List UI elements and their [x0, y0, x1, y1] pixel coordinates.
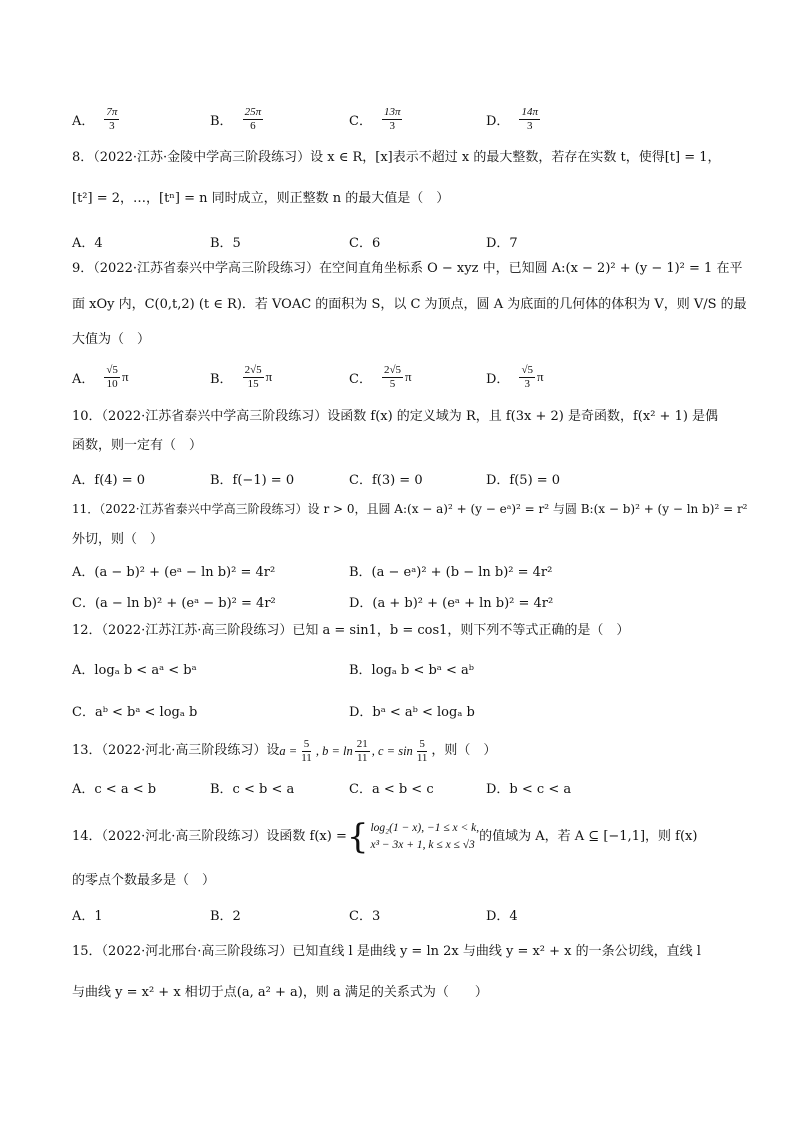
q14-stem-line2: 的零点个数最多是（ ） [72, 873, 216, 888]
q11-option-b[interactable]: B．(a − eᵃ)² + (b − ln b)² = 4r² [349, 564, 553, 580]
q8-stem-line1: 8．（2022·江苏·金陵中学高三阶段练习）设 x ∈ R，[x]表示不超过 x 的最大整数，若存在实数 t，使得[t] = 1， [72, 150, 721, 165]
q10-stem-line2: 函数，则一定有（ ） [72, 438, 203, 453]
q8-option-d[interactable]: D．7 [486, 235, 518, 251]
q14-piecewise-function: { log₂(1 − x), −1 ≤ x < k, x³ − 3x + 1, k ≤ x ≤ √3 [346, 817, 480, 857]
q14-option-c[interactable]: C．3 [349, 908, 381, 924]
q13-fraction-b: $\frac{21}{11}$ [356, 737, 368, 764]
q11-stem-line1: 11．（2022·江苏省泰兴中学高三阶段练习）设 r > 0，且圆 A:(x − a)² + (y − eᵃ)² = r² 与圆 B:(x − b)² + (y − ln b)² = r² [72, 502, 748, 516]
q11-option-d[interactable]: D．(a + b)² + (eᵃ + ln b)² = 4r² [349, 595, 554, 611]
q14-option-a[interactable]: A．1 [72, 908, 103, 924]
q10-option-c[interactable]: C．f(3) = 0 [349, 472, 423, 488]
q12-option-d[interactable]: D．bᵃ < aᵇ < logₐ b [349, 704, 475, 720]
q11-option-a[interactable]: A．(a − b)² + (eᵃ − ln b)² = 4r² [72, 564, 276, 580]
q12-options-row2 [72, 693, 732, 727]
q11-stem-line2: 外切，则（ ） [72, 532, 164, 547]
q9-option-a[interactable]: A． $\frac{√5}{10}$ π [72, 363, 129, 390]
q13-option-a[interactable]: A．c < a < b [72, 781, 157, 797]
q13-stem-line1: 13．（2022·河北·高三阶段练习）设 a = $\frac{5}{11}$ , b = ln $\frac{21}{11}$ , c = sin $\frac{5}{11}$ ，则（ ） [72, 737, 497, 764]
q8-option-b[interactable]: B．5 [210, 235, 241, 251]
q11-option-c[interactable]: C．(a − ln b)² + (eᵃ − b)² = 4r² [72, 595, 276, 611]
q9-option-d[interactable]: D． $\frac{√5}{3}$ π [486, 363, 544, 390]
q8-option-a[interactable]: A．4 [72, 235, 103, 251]
q7-option-d[interactable]: D． $\frac{14\pi}{3}$ [486, 105, 538, 132]
q10-option-b[interactable]: B．f(−1) = 0 [210, 472, 295, 488]
q12-stem-line1: 12．（2022·江苏江苏·高三阶段练习）已知 a = sin1，b = cos1，则下列不等式正确的是（ ） [72, 623, 630, 638]
q8-stem-line2: [t²] = 2，…，[tⁿ] = n 同时成立，则正整数 n 的最大值是（ ） [72, 191, 450, 206]
q9-option-c[interactable]: C． $\frac{2√5}{5}$ π [349, 363, 412, 390]
q9-stem-line3: 大值为（ ） [72, 332, 151, 347]
q14-stem-line1: 14．（2022·河北·高三阶段练习）设函数 f(x) = { log₂(1 − x), −1 ≤ x < k, x³ − 3x + 1, k ≤ x ≤ √3 的值域为 A，若 A ⊆ [−1,1]，则 f(x) [72, 817, 698, 857]
left-brace-icon: { [346, 817, 369, 857]
q10-options [72, 461, 732, 495]
q8-option-c[interactable]: C．6 [349, 235, 381, 251]
q7-option-c[interactable]: C． $\frac{13\pi}{3}$ [349, 105, 401, 132]
q13-option-d[interactable]: D．b < c < a [486, 781, 572, 797]
q14-option-b[interactable]: B．2 [210, 908, 241, 924]
q13-fraction-c: $\frac{5}{11}$ [416, 737, 428, 764]
q15-stem-line1: 15．（2022·河北邢台·高三阶段练习）已知直线 l 是曲线 y = ln 2x 与曲线 y = x² + x 的一条公切线，直线 l [72, 944, 701, 959]
q9-options [72, 360, 732, 394]
q11-options-row2 [72, 584, 732, 618]
q7-options [72, 102, 732, 136]
q9-option-b[interactable]: B． $\frac{2√5}{15}$ π [210, 363, 273, 390]
q13-option-b[interactable]: B．c < b < a [210, 781, 295, 797]
q14-options [72, 897, 732, 931]
q10-stem-line1: 10．（2022·江苏省泰兴中学高三阶段练习）设函数 f(x) 的定义域为 R，且 f(3x + 2) 是奇函数，f(x² + 1) 是偶 [72, 409, 719, 424]
q10-option-d[interactable]: D．f(5) = 0 [486, 472, 561, 488]
q15-stem-line2: 与曲线 y = x² + x 相切于点(a, a² + a)，则 a 满足的关系式为（ ） [72, 985, 488, 1000]
q12-option-c[interactable]: C．aᵇ < bᵃ < logₐ b [72, 704, 198, 720]
q12-option-a[interactable]: A．logₐ b < aᵃ < bᵃ [72, 662, 197, 678]
q14-option-d[interactable]: D．4 [486, 908, 518, 924]
q13-option-c[interactable]: C．a < b < c [349, 781, 434, 797]
q9-stem-line1: 9．（2022·江苏省泰兴中学高三阶段练习）在空间直角坐标系 O − xyz 中，已知圆 A:(x − 2)² + (y − 1)² = 1 在平 [72, 261, 743, 276]
q9-stem-line2: 面 xOy 内，C(0,t,2) (t ∈ R)．若 VOAC 的面积为 S，以 C 为顶点，圆 A 为底面的几何体的体积为 V，则 V/S 的最 [72, 297, 747, 312]
q8-options [72, 224, 732, 258]
q12-options-row1 [72, 651, 732, 685]
q7-option-a[interactable]: A． $\frac{7\pi}{3}$ [72, 105, 118, 132]
q13-fraction-a: $\frac{5}{11}$ [301, 737, 312, 764]
q7-option-b[interactable]: B． $\frac{25\pi}{6}$ [210, 105, 262, 132]
q10-option-a[interactable]: A．f(4) = 0 [72, 472, 146, 488]
q12-option-b[interactable]: B．logₐ b < bᵃ < aᵇ [349, 662, 474, 678]
q11-options-row1 [72, 553, 732, 587]
q13-options [72, 770, 732, 804]
